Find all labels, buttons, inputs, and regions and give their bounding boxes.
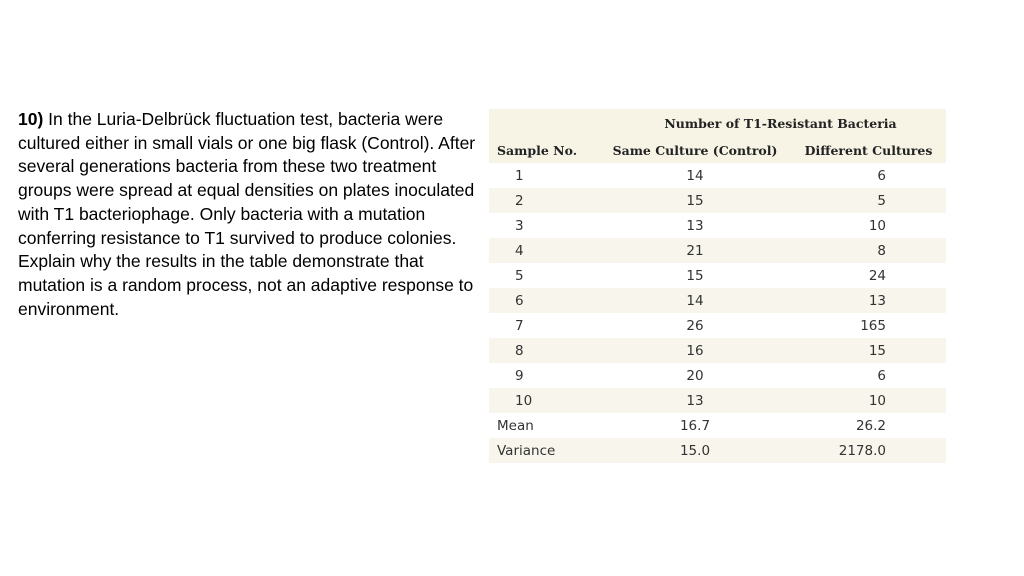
cell-variance-same-culture: 15.0 <box>679 442 711 459</box>
table-row <box>489 163 946 188</box>
cell-sample-no: 1 <box>515 167 524 184</box>
cell-different-cultures: 6 <box>877 167 886 184</box>
cell-same-culture: 14 <box>686 167 704 184</box>
cell-sample-no: 4 <box>515 242 524 259</box>
table-row <box>489 313 946 338</box>
table-row <box>489 363 946 388</box>
cell-different-cultures: 5 <box>877 192 886 209</box>
cell-different-cultures: 15 <box>868 342 886 359</box>
table-group-header-row <box>489 109 946 138</box>
cell-different-cultures: 6 <box>877 367 886 384</box>
cell-same-culture: 15 <box>686 192 704 209</box>
column-header-different-cultures: Different Cultures <box>804 143 933 158</box>
question-text <box>18 108 488 321</box>
cell-sample-no: 6 <box>515 292 524 309</box>
column-header-same-culture: Same Culture (Control) <box>612 143 778 158</box>
cell-sample-no: 8 <box>515 342 524 359</box>
table-row <box>489 288 946 313</box>
cell-different-cultures: 24 <box>868 267 886 284</box>
table-group-header: Number of T1-Resistant Bacteria <box>664 116 897 131</box>
cell-same-culture: 20 <box>686 367 704 384</box>
table-row <box>489 238 946 263</box>
question-number: 10) <box>18 109 44 129</box>
cell-different-cultures: 8 <box>877 242 886 259</box>
table-column-header-row <box>489 138 946 163</box>
column-header-sample-no: Sample No. <box>497 143 578 158</box>
table-row <box>489 388 946 413</box>
cell-different-cultures: 10 <box>868 217 886 234</box>
table-row <box>489 213 946 238</box>
cell-sample-no: 9 <box>515 367 524 384</box>
results-table <box>489 109 946 463</box>
table-row <box>489 338 946 363</box>
table-row-variance <box>489 438 946 463</box>
table-row <box>489 188 946 213</box>
cell-different-cultures: 13 <box>868 292 886 309</box>
cell-variance-label: Variance <box>497 442 556 459</box>
cell-sample-no: 2 <box>515 192 524 209</box>
cell-sample-no: 3 <box>515 217 524 234</box>
cell-same-culture: 13 <box>686 392 704 409</box>
cell-same-culture: 15 <box>686 267 704 284</box>
cell-mean-label: Mean <box>497 417 534 434</box>
cell-mean-same-culture: 16.7 <box>679 417 711 434</box>
cell-same-culture: 26 <box>686 317 704 334</box>
question-body: In the Luria-Delbrück fluctuation test, bacteria were cultured either in small vials or one big flask (Control). After several generations bacteria from these two treatment groups were spread at equal densities on plates inoculated with T1 bacteriophage. Only bacteria with a mutation conferring resistance to T1 survived to produce colonies. Explain why the results in the table demonstrate that mutation is a random process, not an adaptive response to environment. <box>18 109 476 319</box>
cell-same-culture: 14 <box>686 292 704 309</box>
cell-variance-different-cultures: 2178.0 <box>838 442 886 459</box>
cell-same-culture: 21 <box>686 242 704 259</box>
table-row-mean <box>489 413 946 438</box>
results-table-container <box>489 109 946 461</box>
table-row <box>489 263 946 288</box>
cell-sample-no: 10 <box>515 392 533 409</box>
cell-different-cultures: 10 <box>868 392 886 409</box>
cell-sample-no: 5 <box>515 267 524 284</box>
cell-same-culture: 16 <box>686 342 704 359</box>
cell-sample-no: 7 <box>515 317 524 334</box>
cell-different-cultures: 165 <box>860 317 886 334</box>
cell-same-culture: 13 <box>686 217 704 234</box>
cell-mean-different-cultures: 26.2 <box>855 417 886 434</box>
